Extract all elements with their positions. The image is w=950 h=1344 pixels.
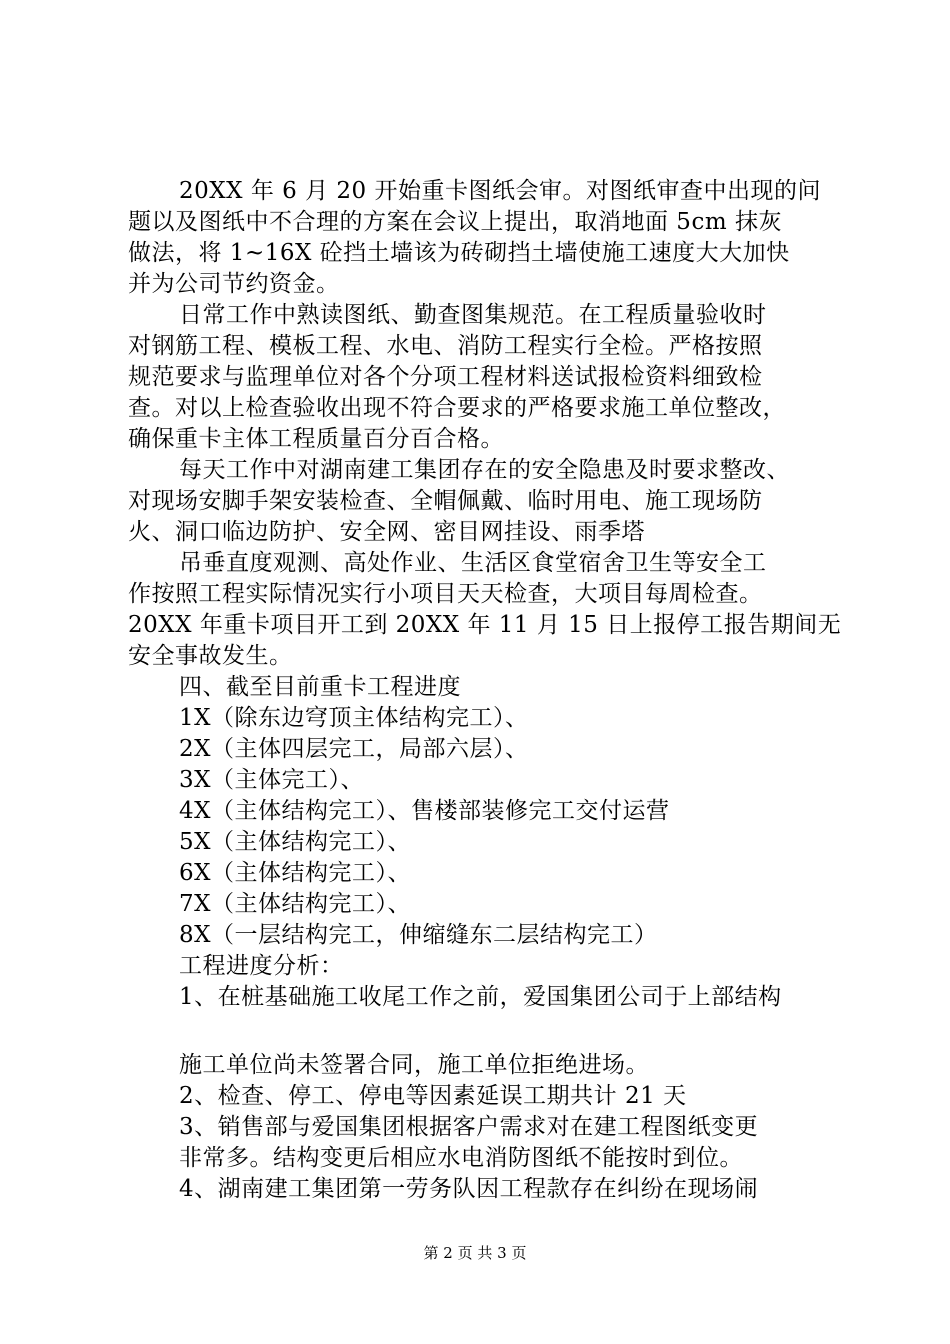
body-line: 20XX 年重卡项目开工到 20XX 年 11 月 15 日上报停工报告期间无 bbox=[128, 612, 842, 638]
body-line: 对钢筋工程、模板工程、水电、消防工程实行全检。严格按照 bbox=[128, 333, 763, 359]
progress-item: 4X（主体结构完工）、售楼部装修完工交付运营 bbox=[179, 798, 670, 824]
body-line: 确保重卡主体工程质量百分百合格。 bbox=[128, 426, 504, 452]
body-line: 吊垂直度观测、高处作业、生活区食堂宿舍卫生等安全工 bbox=[179, 550, 767, 576]
body-line: 日常工作中熟读图纸、勤查图集规范。在工程质量验收时 bbox=[179, 302, 767, 328]
body-line: 查。对以上检查验收出现不符合要求的严格要求施工单位整改， bbox=[128, 395, 786, 421]
progress-item: 7X（主体结构完工）、 bbox=[179, 891, 412, 917]
body-line: 并为公司节约资金。 bbox=[128, 271, 340, 297]
body-line: 题以及图纸中不合理的方案在会议上提出，取消地面 5cm 抹灰 bbox=[128, 209, 782, 235]
progress-item: 5X（主体结构完工）、 bbox=[179, 829, 412, 855]
body-line: 对现场安脚手架安装检查、全帽佩戴、临时用电、施工现场防 bbox=[128, 488, 763, 514]
analysis-item: 非常多。结构变更后相应水电消防图纸不能按时到位。 bbox=[179, 1145, 743, 1171]
progress-item: 3X（主体完工）、 bbox=[179, 767, 365, 793]
section-heading: 四、截至目前重卡工程进度 bbox=[179, 674, 461, 700]
body-line: 每天工作中对湖南建工集团存在的安全隐患及时要求整改、 bbox=[179, 457, 790, 483]
body-line: 20XX 年 6 月 20 开始重卡图纸会审。对图纸审查中出现的问 bbox=[179, 178, 821, 204]
analysis-item: 施工单位尚未签署合同，施工单位拒绝进场。 bbox=[179, 1052, 649, 1078]
progress-item: 6X（主体结构完工）、 bbox=[179, 860, 412, 886]
analysis-item: 4、湖南建工集团第一劳务队因工程款存在纠纷在现场闹 bbox=[179, 1176, 759, 1202]
body-line: 安全事故发生。 bbox=[128, 643, 293, 669]
page-footer: 第 2 页 共 3 页 bbox=[423, 1244, 527, 1262]
analysis-heading: 工程进度分析： bbox=[179, 953, 344, 979]
progress-item: 1X（除东边穹顶主体结构完工）、 bbox=[179, 705, 529, 731]
body-line: 作按照工程实际情况实行小项目天天检查，大项目每周检查。 bbox=[128, 581, 763, 607]
analysis-item: 3、销售部与爱国集团根据客户需求对在建工程图纸变更 bbox=[179, 1114, 759, 1140]
progress-item: 8X（一层结构完工，伸缩缝东二层结构完工） bbox=[179, 922, 658, 948]
body-line: 做法，将 1~16X 砼挡土墙该为砖砌挡土墙使施工速度大大加快 bbox=[128, 240, 790, 266]
analysis-item: 2、检查、停工、停电等因素延误工期共计 21 天 bbox=[179, 1083, 687, 1109]
body-line: 火、洞口临边防护、安全网、密目网挂设、雨季塔 bbox=[128, 519, 645, 545]
progress-item: 2X（主体四层完工，局部六层）、 bbox=[179, 736, 529, 762]
body-line: 规范要求与监理单位对各个分项工程材料送试报检资料细致检 bbox=[128, 364, 763, 390]
analysis-item: 1、在桩基础施工收尾工作之前，爱国集团公司于上部结构 bbox=[179, 984, 782, 1010]
